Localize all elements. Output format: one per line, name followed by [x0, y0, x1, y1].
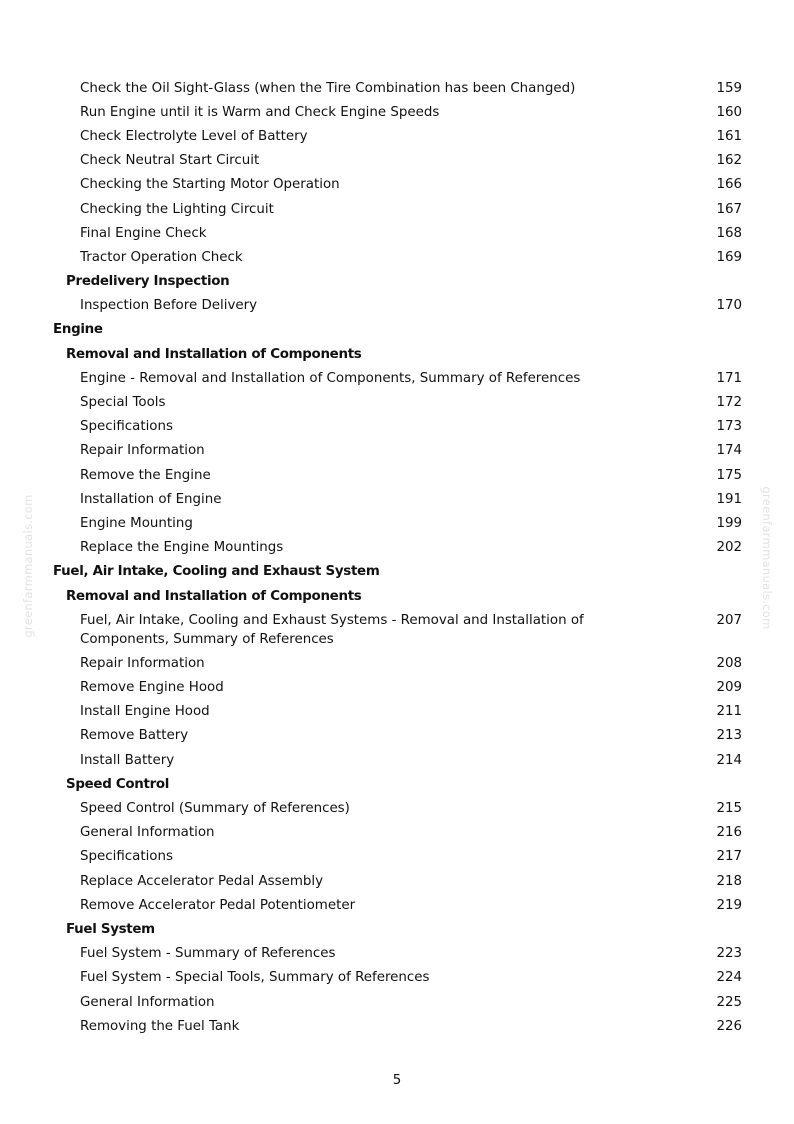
toc-entry-title: Fuel System — [66, 921, 155, 937]
toc-entry[interactable] — [0, 966, 794, 990]
toc-entry-page-number: 209 — [716, 680, 742, 696]
toc-entry-title: Specifications — [80, 419, 173, 435]
toc-entry[interactable] — [0, 724, 794, 748]
toc-entry-page-number: 214 — [716, 752, 742, 768]
toc-entry[interactable] — [0, 845, 794, 869]
toc-entry[interactable] — [0, 415, 794, 439]
toc-entry-title: Repair Information — [80, 443, 205, 459]
toc-entry[interactable] — [0, 173, 794, 197]
toc-entry[interactable] — [0, 76, 794, 100]
toc-entry-title: Install Engine Hood — [80, 704, 210, 720]
toc-entry-title: Remove Engine Hood — [80, 680, 224, 696]
toc-entry-page-number: 161 — [716, 128, 742, 144]
toc-entry-title: Fuel System - Special Tools, Summary of References — [80, 970, 430, 986]
toc-entry[interactable] — [0, 100, 794, 124]
toc-entry-page-number: 218 — [716, 873, 742, 889]
toc-entry[interactable] — [0, 821, 794, 845]
toc-entry[interactable] — [0, 608, 794, 651]
toc-entry[interactable] — [0, 390, 794, 414]
toc-entry-page-number: 207 — [716, 612, 742, 628]
toc-entry-title: Checking the Lighting Circuit — [80, 201, 274, 217]
toc-entry-page-number: 213 — [716, 728, 742, 744]
toc-entry[interactable] — [0, 366, 794, 390]
toc-entry[interactable] — [0, 149, 794, 173]
toc-entry-title: General Information — [80, 994, 215, 1010]
toc-entry[interactable] — [0, 124, 794, 148]
toc-entry-title: Repair Information — [80, 655, 205, 671]
toc-entry-title: Specifications — [80, 849, 173, 865]
toc-entry[interactable] — [0, 990, 794, 1014]
toc-entry-page-number: 216 — [716, 825, 742, 841]
toc-entry-page-number: 168 — [716, 225, 742, 241]
toc-entry-page-number: 224 — [716, 970, 742, 986]
toc-entry-page-number: 162 — [716, 153, 742, 169]
toc-entry-title: Installation of Engine — [80, 491, 222, 507]
toc-subsection-heading — [0, 270, 794, 294]
toc-entry-title: Checking the Starting Motor Operation — [80, 177, 340, 193]
toc-entry-title: Removal and Installation of Components — [66, 588, 362, 604]
toc-entry-page-number: 172 — [716, 395, 742, 411]
toc-entry-page-number: 170 — [716, 298, 742, 314]
toc-entry[interactable] — [0, 796, 794, 820]
toc-entry-page-number: 202 — [716, 540, 742, 556]
toc-entry-title: Remove Accelerator Pedal Potentiometer — [80, 897, 356, 913]
toc-entry[interactable] — [0, 245, 794, 269]
toc-entry-title: Fuel, Air Intake, Cooling and Exhaust Systems - Removal and Installation of Components, Summary of References — [80, 612, 584, 647]
toc-entry[interactable] — [0, 869, 794, 893]
toc-entry[interactable] — [0, 893, 794, 917]
toc-entry[interactable] — [0, 439, 794, 463]
toc-entry-title: Remove Battery — [80, 728, 189, 744]
toc-entry-page-number: 225 — [716, 994, 742, 1010]
toc-entry[interactable] — [0, 1014, 794, 1038]
toc-entry-title: Final Engine Check — [80, 225, 207, 241]
toc-entry-page-number: 175 — [716, 467, 742, 483]
toc-entry-page-number: 173 — [716, 419, 742, 435]
toc-entry-title: Removal and Installation of Components — [66, 346, 362, 362]
toc-entry-title: Engine - Removal and Installation of Components, Summary of References — [80, 370, 581, 386]
toc-entry-title: Check Neutral Start Circuit — [80, 153, 260, 169]
toc-entry[interactable] — [0, 651, 794, 675]
page-number: 5 — [392, 1073, 402, 1088]
toc-entry[interactable] — [0, 463, 794, 487]
toc-entry-page-number: 167 — [716, 201, 742, 217]
toc-entry-title: Fuel, Air Intake, Cooling and Exhaust System — [53, 564, 380, 580]
watermark-right: greenfarmmanuals.com — [760, 486, 774, 630]
toc-entry[interactable] — [0, 700, 794, 724]
toc-entry-page-number: 159 — [716, 80, 742, 96]
toc-entry-page-number: 191 — [716, 491, 742, 507]
toc-entry-page-number: 208 — [716, 655, 742, 671]
toc-entry-page-number: 219 — [716, 897, 742, 913]
toc-entry[interactable] — [0, 676, 794, 700]
toc-entry[interactable] — [0, 511, 794, 535]
toc-entry[interactable] — [0, 536, 794, 560]
toc-section-heading — [0, 560, 794, 584]
toc-entry-page-number: 226 — [716, 1018, 742, 1034]
toc-entry-title: Check Electrolyte Level of Battery — [80, 128, 308, 144]
toc-entry-page-number: 217 — [716, 849, 742, 865]
toc-entry-title: Install Battery — [80, 752, 175, 768]
watermark-left: greenfarmmanuals.com — [21, 494, 35, 638]
toc-entry[interactable] — [0, 221, 794, 245]
toc-entry-page-number: 211 — [716, 704, 742, 720]
toc-subsection-heading — [0, 342, 794, 366]
toc-entry-title: Run Engine until it is Warm and Check Engine Speeds — [80, 104, 440, 120]
toc-entry[interactable] — [0, 294, 794, 318]
toc-subsection-heading — [0, 772, 794, 796]
toc-entry-title: Speed Control — [66, 776, 170, 792]
toc-entry-title: Tractor Operation Check — [80, 249, 243, 265]
toc-entry-title: Predelivery Inspection — [66, 274, 230, 290]
toc-entry-title: Special Tools — [80, 395, 166, 411]
toc-entry-title: Speed Control (Summary of References) — [80, 801, 350, 817]
toc-entry[interactable] — [0, 487, 794, 511]
toc-entry-page-number: 166 — [716, 177, 742, 193]
toc-entry[interactable] — [0, 942, 794, 966]
toc-entry-page-number: 199 — [716, 515, 742, 531]
toc-entry-title: Fuel System - Summary of References — [80, 946, 336, 962]
toc-entry-page-number: 223 — [716, 946, 742, 962]
toc-entry-title: Remove the Engine — [80, 467, 211, 483]
toc-entry-page-number: 174 — [716, 443, 742, 459]
toc-entry-title: Engine Mounting — [80, 515, 193, 531]
toc-subsection-heading — [0, 584, 794, 608]
toc-entry-page-number: 160 — [716, 104, 742, 120]
toc-entry[interactable] — [0, 197, 794, 221]
toc-entry-title: Engine — [53, 322, 103, 338]
toc-section-heading — [0, 318, 794, 342]
toc-entry-title: Check the Oil Sight-Glass (when the Tire Combination has been Changed) — [80, 80, 576, 96]
toc-entry[interactable] — [0, 748, 794, 772]
toc-entry-page-number: 215 — [716, 801, 742, 817]
table-of-contents — [0, 76, 794, 1038]
toc-entry-title: Replace the Engine Mountings — [80, 540, 284, 556]
toc-entry-title: General Information — [80, 825, 215, 841]
toc-entry-title: Removing the Fuel Tank — [80, 1018, 240, 1034]
toc-entry-title: Replace Accelerator Pedal Assembly — [80, 873, 324, 889]
toc-entry-page-number: 171 — [716, 370, 742, 386]
toc-entry-page-number: 169 — [716, 249, 742, 265]
toc-entry-title: Inspection Before Delivery — [80, 298, 258, 314]
toc-subsection-heading — [0, 917, 794, 941]
